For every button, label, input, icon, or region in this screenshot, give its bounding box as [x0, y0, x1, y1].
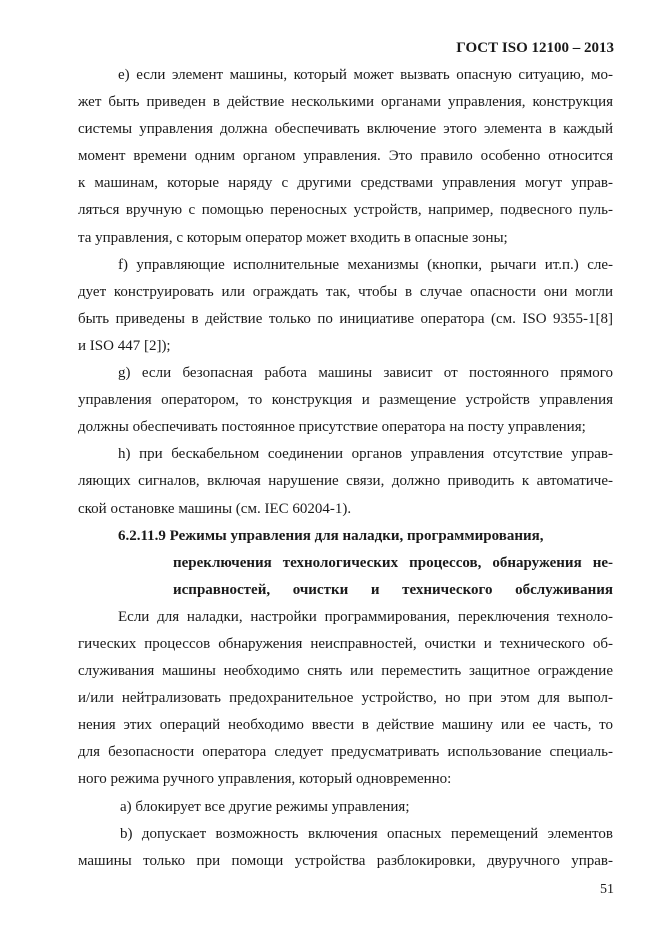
- paragraph-line: служивания машины необходимо снять или переместить защитное ограждение: [78, 663, 613, 680]
- paragraph-e-line: к машинам, которые наряду с другими средствами управления могут управ-: [78, 175, 613, 192]
- page-number: 51: [600, 882, 614, 897]
- paragraph-g-line: управления оператором, то конструкция и размещение устройств управления: [78, 392, 613, 409]
- paragraph-e-line: жет быть приведен в действие несколькими органами управления, конструкция: [78, 94, 613, 111]
- paragraph-g-line: должны обеспечивать постоянное присутствие оператора на посту управления;: [78, 419, 586, 436]
- paragraph-f-line: f) управляющие исполнительные механизмы (кнопки, рычаги ит.п.) сле-: [118, 256, 613, 273]
- paragraph-line: ного режима ручного управления, который одновременно:: [78, 771, 452, 788]
- paragraph-f-line: и ISO 447 [2]);: [78, 337, 171, 354]
- list-item-b-line: b) допускает возможность включения опасных перемещений элементов: [120, 825, 613, 842]
- paragraph-line: и/или нейтрализовать предохранительное устройство, но при этом для выпол-: [78, 690, 613, 707]
- paragraph-g-line: g) если безопасная работа машины зависит от постоянного прямого: [118, 365, 613, 382]
- paragraph-e-line: е) если элемент машины, который может вызвать опасную ситуацию, мо-: [118, 67, 613, 83]
- paragraph-h-line: ской остановке машины (см. IEC 60204-1).: [78, 500, 352, 517]
- paragraph-e-line: системы управления должна обеспечивать включение этого элемента в каждый: [78, 121, 613, 138]
- list-item-a-line: а) блокирует все другие режимы управления;: [120, 798, 410, 815]
- paragraph-line: нения этих операций необходимо ввести в действие машину или ее часть, то: [78, 717, 613, 734]
- section-heading-line: переключения технологических процессов, обнаружения не-: [173, 554, 613, 571]
- paragraph-h-line: h) при бескабельном соединении органов управления отсутствие управ-: [118, 446, 613, 463]
- paragraph-f-line: быть приведены в действие только по инициативе оператора (см. ISO 9355-1[8]: [78, 310, 613, 327]
- document-body: [78, 62, 613, 875]
- list-item-b-line: машины только при помощи устройства разблокировки, двуручного управ-: [78, 852, 613, 869]
- paragraph-line: Если для наладки, настройки программирования, переключения техноло-: [118, 608, 613, 625]
- document-header: ГОСТ ISO 12100 – 2013: [456, 40, 614, 56]
- paragraph-e-line: момент времени одним органом управления. Это правило особенно относится: [78, 148, 613, 165]
- paragraph-h-line: ляющих сигналов, включая нарушение связи, должно приводить к автоматиче-: [78, 473, 613, 490]
- paragraph-e-line: та управления, с которым оператор может входить в опасные зоны;: [78, 229, 508, 246]
- section-heading-line: исправностей, очистки и технического обслуживания: [173, 581, 613, 598]
- paragraph-f-line: дует конструировать или ограждать так, чтобы в случае опасности они могли: [78, 283, 613, 300]
- section-heading-line: 6.2.11.9 Режимы управления для наладки, программирования,: [118, 527, 544, 544]
- paragraph-line: гических процессов обнаружения неисправностей, очистки и технического об-: [78, 635, 613, 652]
- paragraph-line: для безопасности оператора следует предусматривать использование специаль-: [78, 744, 613, 761]
- paragraph-e-line: ляться вручную с помощью переносных устройств, например, подвесного пуль-: [78, 202, 613, 219]
